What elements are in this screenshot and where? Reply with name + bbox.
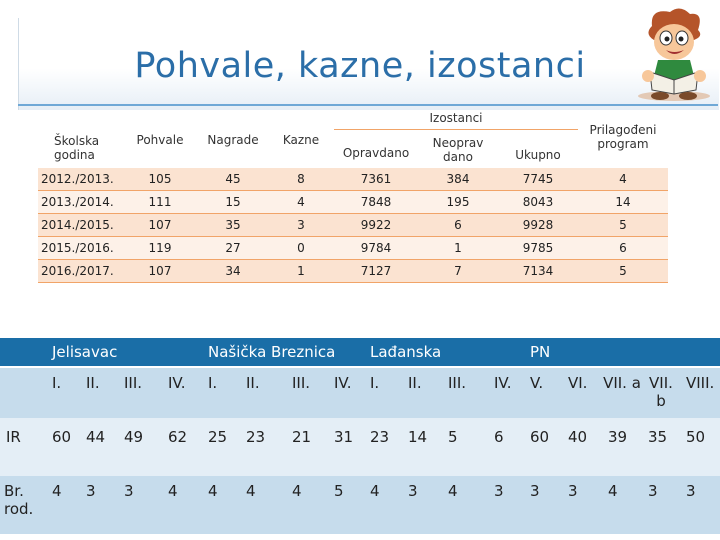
class-header: III. <box>286 367 328 418</box>
ir-value: 49 <box>118 418 162 476</box>
class-header: II. <box>402 367 442 418</box>
class-stats-table <box>0 338 720 534</box>
cell: 4 <box>578 168 668 191</box>
cell: 107 <box>122 214 198 237</box>
cell: 2015./2016. <box>38 237 122 260</box>
cell: 45 <box>198 168 268 191</box>
title-divider <box>18 104 718 106</box>
cell: 2014./2015. <box>38 214 122 237</box>
br-value: 5 <box>328 476 364 534</box>
row-label-empty <box>0 367 46 418</box>
ir-value: 60 <box>524 418 562 476</box>
cell: 7134 <box>498 260 578 283</box>
class-header: III. <box>118 367 162 418</box>
br-value: 4 <box>46 476 80 534</box>
header-adapted-program: Prilagođeni program <box>589 123 657 151</box>
cell: 8 <box>268 168 334 191</box>
br-value: 3 <box>80 476 118 534</box>
header-school-year: Školska godina <box>54 134 100 162</box>
cell: 14 <box>578 191 668 214</box>
header-absences-group: Izostanci <box>334 107 578 130</box>
ir-value: 6 <box>488 418 524 476</box>
br-value: 3 <box>402 476 442 534</box>
cell: 7127 <box>334 260 418 283</box>
cell: 119 <box>122 237 198 260</box>
class-header: V. <box>524 367 562 418</box>
cell: 5 <box>578 214 668 237</box>
cell: 111 <box>122 191 198 214</box>
group-pn: PN <box>524 338 720 367</box>
page-title: Pohvale, kazne, izostanci <box>134 46 586 86</box>
cell: 4 <box>268 191 334 214</box>
class-header: VII. b <box>642 367 680 418</box>
class-header: III. <box>442 367 488 418</box>
br-value: 4 <box>286 476 328 534</box>
absences-table <box>38 107 668 283</box>
br-value: 3 <box>118 476 162 534</box>
cell: 0 <box>268 237 334 260</box>
br-value: 4 <box>364 476 402 534</box>
cell: 6 <box>418 214 498 237</box>
ir-value: 21 <box>286 418 328 476</box>
class-header: II. <box>240 367 286 418</box>
cell: 7 <box>418 260 498 283</box>
cell: 9922 <box>334 214 418 237</box>
br-value: 3 <box>488 476 524 534</box>
header-punishments: Kazne <box>282 133 320 147</box>
ir-value: 14 <box>402 418 442 476</box>
ir-value: 35 <box>642 418 680 476</box>
cell: 195 <box>418 191 498 214</box>
ir-value: 50 <box>680 418 720 476</box>
table-row <box>38 237 668 260</box>
class-header: IV. <box>162 367 202 418</box>
cell: 3 <box>268 214 334 237</box>
br-value: 3 <box>524 476 562 534</box>
header-awards: Nagrade <box>207 133 259 147</box>
ir-value: 40 <box>562 418 602 476</box>
br-value: 4 <box>602 476 642 534</box>
ir-value: 31 <box>328 418 364 476</box>
class-header: II. <box>80 367 118 418</box>
class-header: I. <box>46 367 80 418</box>
header-total: Ukupno <box>515 148 561 162</box>
group-ladanska: Lađanska <box>364 338 524 367</box>
cartoon-student-reading-icon <box>630 6 718 102</box>
cell: 1 <box>268 260 334 283</box>
class-header: I. <box>202 367 240 418</box>
ir-value: 25 <box>202 418 240 476</box>
class-header: VIII. <box>680 367 720 418</box>
class-header: IV. <box>328 367 364 418</box>
cell: 27 <box>198 237 268 260</box>
cell: 6 <box>578 237 668 260</box>
cell: 9928 <box>498 214 578 237</box>
ir-value: 39 <box>602 418 642 476</box>
ir-value: 44 <box>80 418 118 476</box>
cell: 9784 <box>334 237 418 260</box>
cell: 7848 <box>334 191 418 214</box>
br-value: 4 <box>442 476 488 534</box>
corner-cell <box>0 338 46 367</box>
cell: 7361 <box>334 168 418 191</box>
cell: 8043 <box>498 191 578 214</box>
class-header: VI. <box>562 367 602 418</box>
ir-value: 60 <box>46 418 80 476</box>
cell: 7745 <box>498 168 578 191</box>
group-jelisavac: Jelisavac <box>46 338 202 367</box>
cell: 107 <box>122 260 198 283</box>
cell: 9785 <box>498 237 578 260</box>
class-header: I. <box>364 367 402 418</box>
ir-value: 23 <box>364 418 402 476</box>
cell: 2016./2017. <box>38 260 122 283</box>
cell: 384 <box>418 168 498 191</box>
row-label-ir: IR <box>0 418 46 476</box>
table-row <box>38 168 668 191</box>
cell: 35 <box>198 214 268 237</box>
group-nasicka-breznica: Našička Breznica <box>202 338 364 367</box>
class-header: VII. a <box>602 367 642 418</box>
ir-value: 62 <box>162 418 202 476</box>
table-row <box>38 191 668 214</box>
cell: 1 <box>418 237 498 260</box>
br-value: 4 <box>202 476 240 534</box>
header-unjustified: Neoprav dano <box>432 136 484 164</box>
header-justified: Opravdano <box>342 146 410 160</box>
br-value: 4 <box>240 476 286 534</box>
ir-value: 5 <box>442 418 488 476</box>
table-row <box>38 260 668 283</box>
ir-value: 23 <box>240 418 286 476</box>
row-label-br-rod: Br. rod. <box>0 476 46 534</box>
header-praise: Pohvale <box>136 133 184 147</box>
class-header: IV. <box>488 367 524 418</box>
cell: 34 <box>198 260 268 283</box>
br-value: 3 <box>562 476 602 534</box>
br-value: 4 <box>162 476 202 534</box>
cell: 5 <box>578 260 668 283</box>
cell: 2012./2013. <box>38 168 122 191</box>
table-row <box>38 214 668 237</box>
cell: 2013./2014. <box>38 191 122 214</box>
cell: 15 <box>198 191 268 214</box>
br-value: 3 <box>642 476 680 534</box>
br-value: 3 <box>680 476 720 534</box>
cell: 105 <box>122 168 198 191</box>
